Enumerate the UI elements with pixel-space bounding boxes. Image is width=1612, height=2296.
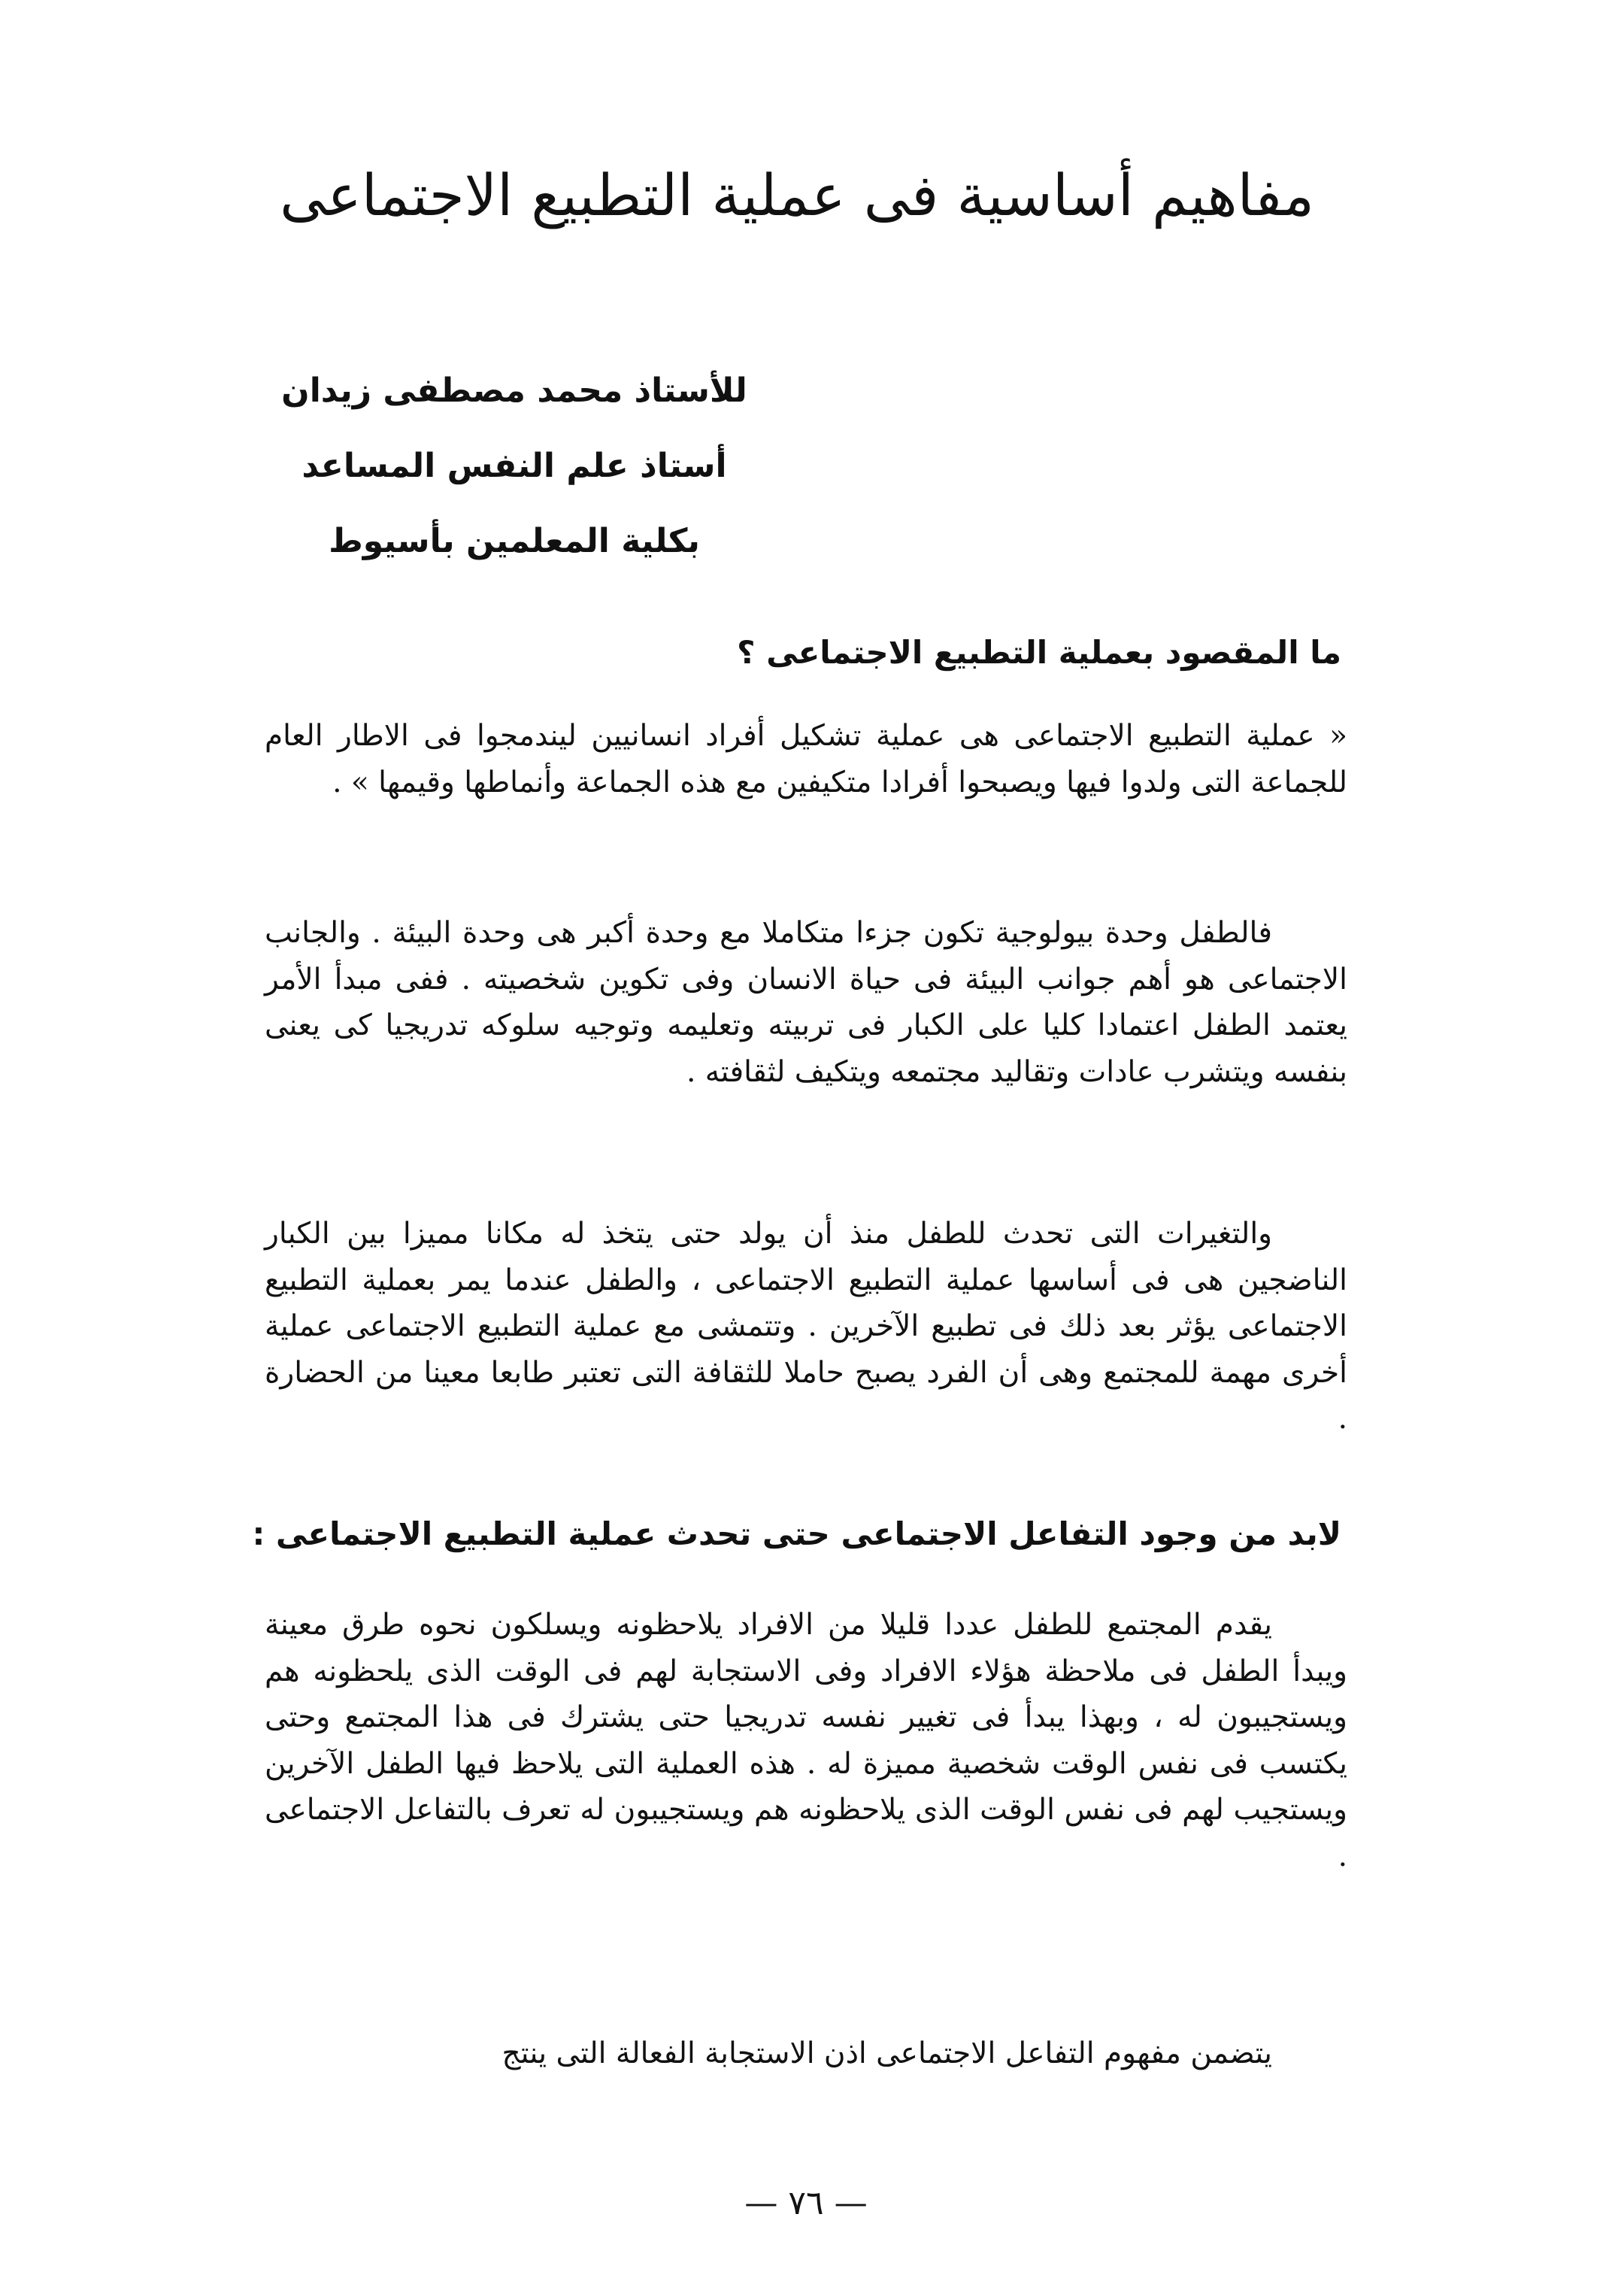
article-title: مفاهيم أساسية فى عملية التطبيع الاجتماعى (280, 162, 1314, 229)
section-heading-definition: ما المقصود بعملية التطبيع الاجتماعى ؟ (737, 634, 1341, 671)
author-name: للأستاذ محمد مصطفى زيدان (281, 372, 747, 410)
section-heading-interaction: لابد من وجود التفاعل الاجتماعى حتى تحدث عملية التطبيع الاجتماعى : (252, 1515, 1341, 1552)
page-number: — ٧٦ — (744, 2184, 868, 2222)
author-block (244, 353, 785, 579)
author-position: أستاذ علم النفس المساعد (301, 447, 727, 485)
paragraph-child-changes: والتغيرات التى تحدث للطفل منذ أن يولد حتى يتخذ له مكانا مميزا بين الكبار الناضجين هى فى أساسها عملية التطبيع الاجتماعى ، والطفل عندما يمر بعملية التطبيع الاجتماعى يؤثر بعد ذلك فى تطبيع الآخرين . وتتمشى مع عملية التطبيع الاجتماعى عملية أخرى مهمة للمجتمع وهى أن الفرد يصبح حاملا للثقافة التى تعتبر طابعا معينا من الحضارة . (265, 1217, 1347, 1436)
paragraph-definition-quote: « عملية التطبيع الاجتماعى هى عملية تشكيل أفراد انسانيين ليندمجوا فى الاطار العام للجماعة التى ولدوا فيها ويصبحوا أفرادا متكيفين مع هذه الجماعة وأنماطها وقيمها » . (265, 719, 1347, 799)
paragraph-child-unit: فالطفل وحدة بيولوجية تكون جزءا متكاملا مع وحدة أكبر هى وحدة البيئة . والجانب الاجتماعى هو أهم جوانب البيئة فى حياة الانسان وفى تكوين شخصيته . ففى مبدأ الأمر يعتمد الطفل اعتمادا كليا على الكبار فى تربيته وتعليمه وتوجيه سلوكه تدريجيا كى يعنى بنفسه ويتشرب عادات وتقاليد مجتمعه ويتكيف لثقافته . (265, 916, 1347, 1089)
paragraph-social-interaction: يقدم المجتمع للطفل عددا قليلا من الافراد يلاحظونه ويسلكون نحوه طرق معينة ويبدأ الطفل فى ملاحظة هؤلاء الافراد وفى الاستجابة لهم فى الوقت الذى يلحظونه هم ويستجيبون له ، وبهذا يبدأ فى تغيير نفسه تدريجيا حتى يشترك فى هذا المجتمع وحتى يكتسب فى نفس الوقت شخصية مميزة له . هذه العملية التى يلاحظ فيها الطفل الآخرين ويستجيب لهم فى نفس الوقت الذى يلاحظونه هم ويستجيبون له تعرف بالتفاعل الاجتماعى . (265, 1608, 1347, 1873)
paragraph-interaction-concept: يتضمن مفهوم التفاعل الاجتماعى اذن الاستجابة الفعالة التى ينتج (501, 2037, 1272, 2070)
author-institution: بكلية المعلمين بأسيوط (329, 522, 700, 560)
